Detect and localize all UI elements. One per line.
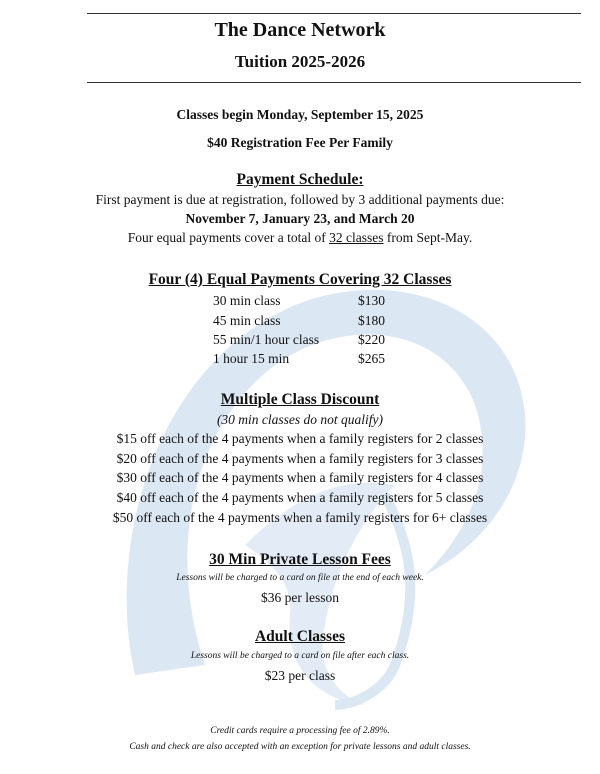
private-lesson-note: Lessons will be charged to a card on file at the end of each week. (176, 573, 424, 583)
price-row-value: $265 (358, 351, 385, 366)
discount-heading: Multiple Class Discount (220, 391, 380, 408)
payment-schedule-line3 (0, 230, 600, 246)
page-title: The Dance Network (214, 19, 386, 41)
payment-schedule-line3-pre: Four equal payments cover a total of (127, 230, 330, 245)
discount-line: $20 off each of the 4 payments when a family registers for 3 classes (116, 451, 484, 466)
footer-payment-note: Cash and check are also accepted with an exception for private lessons and adult classes. (129, 742, 471, 752)
private-lesson-price: $36 per lesson (261, 590, 339, 605)
price-row-value: $130 (358, 293, 385, 308)
registration-fee: $40 Registration Fee Per Family (207, 135, 393, 150)
header-rule (87, 82, 581, 83)
payment-schedule-heading: Payment Schedule: (236, 171, 364, 188)
discount-line: $15 off each of the 4 payments when a family registers for 2 classes (116, 431, 484, 446)
start-date: Classes begin Monday, September 15, 2025 (176, 107, 424, 122)
private-lesson-heading: 30 Min Private Lesson Fees (209, 551, 391, 568)
price-row-label: 30 min class (213, 293, 281, 308)
discount-note: (30 min classes do not qualify) (216, 412, 384, 427)
price-row-value: $180 (358, 313, 385, 328)
payment-schedule-line3-post: from Sept-May. (383, 230, 473, 245)
discount-line: $50 off each of the 4 payments when a family registers for 6+ classes (112, 510, 488, 525)
payment-schedule-dates: November 7, January 23, and March 20 (185, 211, 415, 226)
price-row-label: 45 min class (213, 313, 281, 328)
page-subtitle: Tuition 2025-2026 (234, 52, 366, 71)
payments-heading: Four (4) Equal Payments Covering 32 Classes (148, 271, 452, 288)
footer-credit-card-note: Credit cards require a processing fee of 2.89%. (210, 726, 390, 736)
top-rule (87, 13, 581, 14)
adult-classes-note: Lessons will be charged to a card on file after each class. (190, 651, 410, 661)
price-row-value: $220 (358, 332, 385, 347)
payment-schedule-line3-underlined: 32 classes (329, 230, 384, 245)
price-row-label: 1 hour 15 min (213, 351, 290, 366)
price-row-label: 55 min/1 hour class (213, 332, 320, 347)
adult-classes-heading: Adult Classes (254, 628, 345, 645)
discount-line: $30 off each of the 4 payments when a family registers for 4 classes (116, 470, 484, 485)
adult-classes-price: $23 per class (264, 668, 336, 683)
discount-line: $40 off each of the 4 payments when a family registers for 5 classes (116, 490, 484, 505)
payment-schedule-line1: First payment is due at registration, followed by 3 additional payments due: (95, 192, 505, 207)
